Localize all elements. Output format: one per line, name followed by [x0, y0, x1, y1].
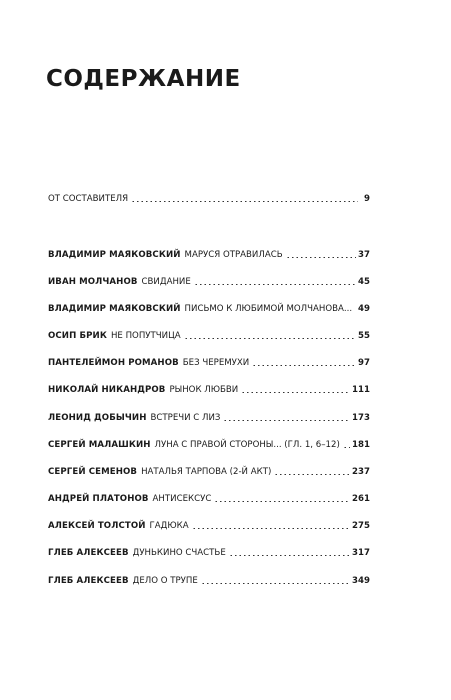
dot-leader	[274, 474, 350, 475]
toc-author: НИКОЛАЙ НИКАНДРОВ	[48, 385, 166, 395]
toc-entry	[48, 381, 370, 395]
toc-title: СВИДАНИЕ	[141, 277, 191, 287]
dot-leader	[131, 201, 358, 202]
toc-entry	[48, 572, 370, 586]
toc-author: ПАНТЕЛЕЙМОН РОМАНОВ	[48, 358, 179, 368]
toc-title: ЛУНА С ПРАВОЙ СТОРОНЫ... (ГЛ. 1, 6–12)	[154, 440, 340, 450]
toc-entry	[48, 354, 370, 368]
toc-page-number: 349	[352, 576, 370, 586]
toc-title: МАРУСЯ ОТРАВИЛАСЬ	[184, 250, 283, 260]
toc-page-number: 37	[358, 250, 370, 260]
dot-leader	[194, 284, 356, 285]
toc-page-number: 97	[358, 358, 370, 368]
toc-page-number: 261	[352, 494, 370, 504]
toc-entry	[48, 246, 370, 260]
toc-author: ГЛЕБ АЛЕКСЕЕВ	[48, 548, 129, 558]
toc-author: ВЛАДИМИР МАЯКОВСКИЙ	[48, 250, 181, 260]
toc-title: ГАДЮКА	[149, 521, 189, 531]
toc-author: АЛЕКСЕЙ ТОЛСТОЙ	[48, 521, 146, 531]
page-title: СОДЕРЖАНИЕ	[46, 66, 241, 92]
toc-title: АНТИСЕКСУС	[152, 494, 212, 504]
toc-author: ГЛЕБ АЛЕКСЕЕВ	[48, 576, 129, 586]
toc-title: БЕЗ ЧЕРЕМУХИ	[182, 358, 250, 368]
toc-title: ВСТРЕЧИ С ЛИЗ	[150, 413, 221, 423]
toc-title: ПИСЬМО К ЛЮБИМОЙ МОЛЧАНОВА...	[184, 304, 353, 314]
toc-title: ОТ СОСТАВИТЕЛЯ	[48, 194, 129, 204]
dot-leader	[241, 392, 350, 393]
toc-entry	[48, 544, 370, 558]
toc-author: ВЛАДИМИР МАЯКОВСКИЙ	[48, 304, 181, 314]
dot-leader	[252, 365, 356, 366]
toc-title: НАТАЛЬЯ ТАРПОВА (2-Й АКТ)	[141, 467, 272, 477]
toc-title: НЕ ПОПУТЧИЦА	[110, 331, 181, 341]
dot-leader	[229, 555, 350, 556]
toc-author: СЕРГЕЙ СЕМЕНОВ	[48, 467, 138, 477]
toc-author: ИВАН МОЛЧАНОВ	[48, 277, 138, 287]
dot-leader	[192, 528, 350, 529]
toc-entry	[48, 300, 370, 314]
dot-leader	[286, 257, 356, 258]
toc-title: ДЕЛО О ТРУПЕ	[132, 576, 198, 586]
dot-leader	[214, 501, 350, 502]
toc-entry	[48, 490, 370, 504]
toc-entry	[48, 327, 370, 341]
toc-entry	[48, 463, 370, 477]
dot-leader	[184, 338, 356, 339]
toc-page-number: 181	[352, 440, 370, 450]
toc-page-number: 45	[358, 277, 370, 287]
toc-author: ЛЕОНИД ДОБЫЧИН	[48, 413, 147, 423]
toc-title: ДУНЬКИНО СЧАСТЬЕ	[132, 548, 226, 558]
toc-author: СЕРГЕЙ МАЛАШКИН	[48, 440, 151, 450]
toc-page-number: 111	[352, 385, 370, 395]
toc-page-number: 55	[358, 331, 370, 341]
toc-page-number: 173	[352, 413, 370, 423]
toc-author: АНДРЕЙ ПЛАТОНОВ	[48, 494, 149, 504]
dot-leader	[343, 447, 350, 448]
dot-leader	[223, 420, 350, 421]
toc-page-number: 237	[352, 467, 370, 477]
toc-page-number: 317	[352, 548, 370, 558]
toc-entry	[48, 190, 370, 204]
dot-leader	[355, 311, 356, 312]
toc-page-number: 275	[352, 521, 370, 531]
toc-entry	[48, 517, 370, 531]
toc-title: РЫНОК ЛЮБВИ	[169, 385, 239, 395]
toc-entry	[48, 409, 370, 423]
dot-leader	[201, 583, 350, 584]
toc-author: ОСИП БРИК	[48, 331, 107, 341]
toc-page-number: 9	[364, 194, 370, 204]
toc-entry	[48, 436, 370, 450]
toc-entry	[48, 273, 370, 287]
toc-page-number: 49	[358, 304, 370, 314]
